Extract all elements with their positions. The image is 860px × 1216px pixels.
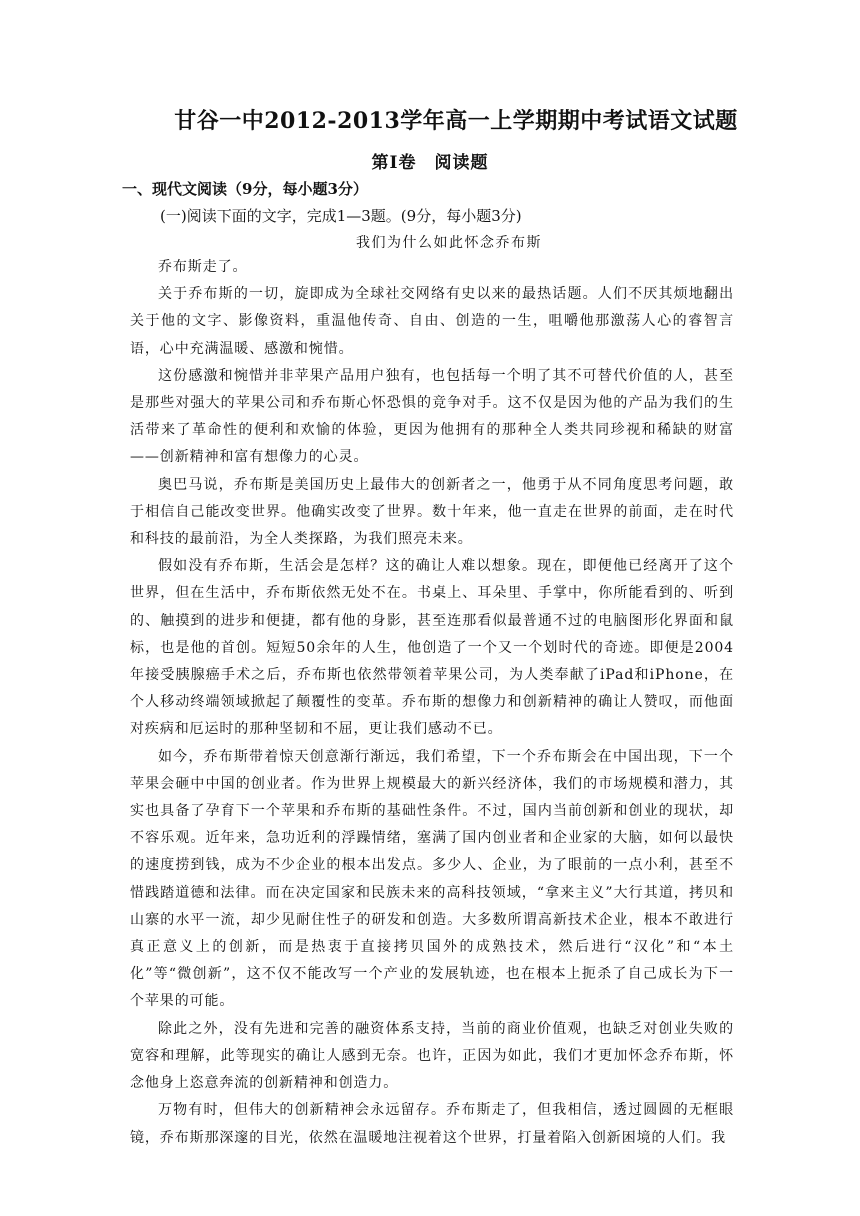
section-heading: 一、现代文阅读（9分，每小题3分） [122,180,368,198]
article-paragraph: 万物有时，但伟大的创新精神会永远留存。乔布斯走了，但我相信，透过圆圆的无框眼镜，乔布斯那深邃的目光，依然在温暖地注视着这个世界，打量着陷入创新困境的人们。我 [130,1102,734,1146]
article-paragraph: 如今，乔布斯带着惊天创意渐行渐远，我们希望，下一个乔布斯会在中国出现，下一个苹果会砸中中国的创业者。作为世界上规模最大的新兴经济体，我们的市场规模和潜力，其实也具备了孕育下一个苹果和乔布斯的基础性条件。不过，国内当前创新和创业的现状，却不容乐观。近年来，急功近利的浮躁情绪，塞满了国内创业者和企业家的大脑，如何以最快的速度捞到钱，成为不少企业的根本出发点。多少人、企业，为了眼前的一点小利，甚至不惜践踏道德和法律。而在决定国家和民族未来的高科技领域，“拿来主义”大行其道，拷贝和山寨的水平一流，却少见耐住性子的研发和创造。大多数所谓高新技术企业，根本不敢进行真正意义上的创新，而是热衷于直接拷贝国外的成熟技术，然后进行“汉化”和“本土化”等“微创新”，这不仅不能改写一个产业的发展轨迹，也在根本上扼杀了自己成长为下一个苹果的可能。 [130,748,734,1010]
article-body [130,254,734,1152]
article-paragraph: 关于乔布斯的一切，旋即成为全球社交网络有史以来的最热话题。人们不厌其烦地翻出关于他的文字、影像资料，重温他传奇、自由、创造的一生，咀嚼他那激荡人心的睿智言语，心中充满温暖、感激和惋惜。 [130,286,734,357]
article-paragraph: 除此之外，没有先进和完善的融资体系支持，当前的商业价值观，也缺乏对创业失败的宽容和理解，此等现实的确让人感到无奈。也许，正因为如此，我们才更加怀念乔布斯，怀念他身上恣意奔流的创新精神和创造力。 [130,1020,734,1092]
article-paragraph: 奥巴马说，乔布斯是美国历史上最伟大的创新者之一，他勇于从不同角度思考问题，敢于相信自己能改变世界。他确实改变了世界。数十年来，他一直走在世界的前面，走在时代和科技的最前沿，为全人类探路，为我们照亮未来。 [130,476,734,548]
reading-instruction: (一)阅读下面的文字，完成1—3题。(9分，每小题3分) [160,207,522,225]
article-paragraph: 这份感激和惋惜并非苹果产品用户独有，也包括每一个明了其不可替代价值的人，甚至是那些对强大的苹果公司和乔布斯心怀恐惧的竞争对手。这不仅是因为他的产品为我们的生活带来了革命性的便利和欢愉的体验，更因为他拥有的那种全人类共同珍视和稀缺的财富——创新精神和富有想像力的心灵。 [130,367,734,466]
exam-title: 甘谷一中2012-2013学年高一上学期期中考试语文试题 [174,108,738,134]
article-title: 我们为什么如此怀念乔布斯 [356,235,542,251]
part-title: 第Ⅰ卷 阅读题 [371,153,489,173]
article-paragraph: 乔布斯走了。 [158,259,248,275]
article-paragraph: 假如没有乔布斯，生活会是怎样？这的确让人难以想象。现在，即便他已经离开了这个世界，但在生活中，乔布斯依然无处不在。书桌上、耳朵里、手掌中，你所能看到的、听到的、触摸到的进步和便捷，都有他的身影，甚至连那看似最普通不过的电脑图形化界面和鼠标，也是他的首创。短短50余年的人生，他创造了一个又一个划时代的奇迹。即便是2004年接受胰腺癌手术之后，乔布斯也依然带领着苹果公司，为人类奉献了iPad和iPhone，在个人移动终端领域掀起了颠覆性的变革。乔布斯的想像力和创新精神的确让人赞叹，而他面对疾病和厄运时的那种坚韧和不屈，更让我们感动不已。 [130,558,734,738]
